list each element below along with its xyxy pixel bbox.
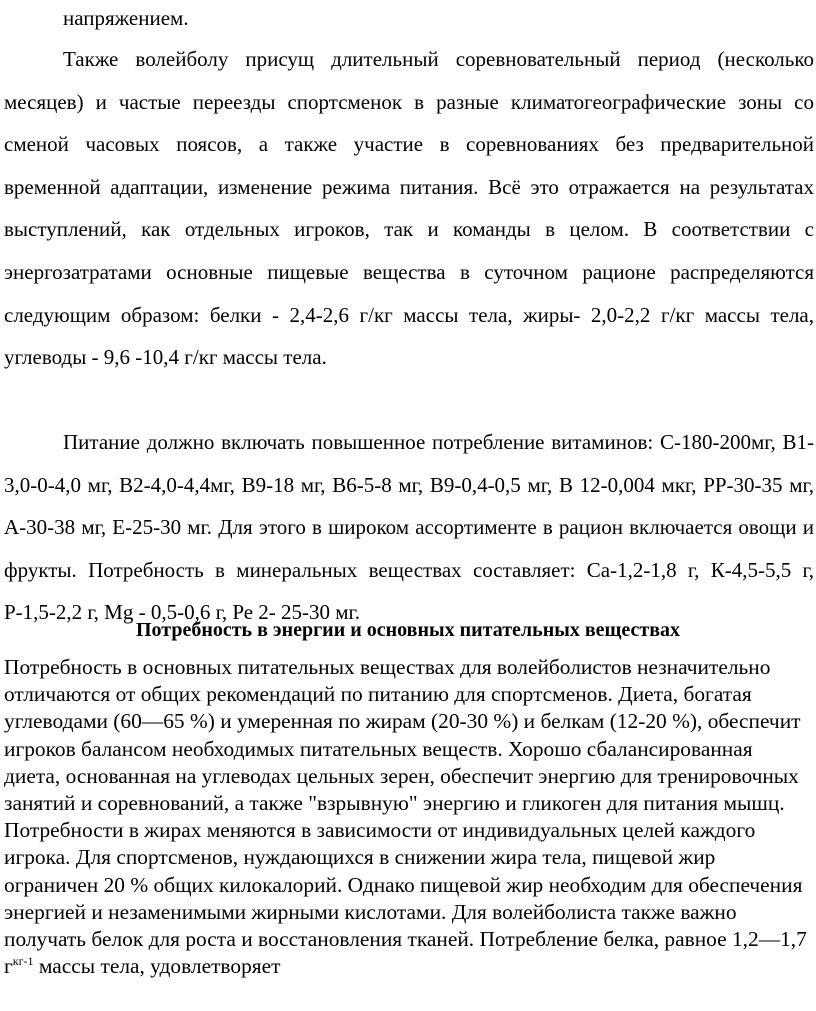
paragraph-competition-period: Также волейболу присущ длительный соревновательный период (несколько месяцев) и частые переезды спортсменок в разные климатогеографические зоны со сменой часовых поясов, а также участие в соревнованиях без предварительной временной адаптации, изменение режима питания. Всё это отражается на результатах выступлений, как отдельных игроков, так и команды в целом. В соответствии с энергозатратами основные пищевые вещества в суточном рационе распределяются следующим образом: белки - 2,4-2,6 г/кг массы тела, жиры- 2,0-2,2 г/кг массы тела, углеводы - 9,6 -10,4 г/кг массы тела. xyxy=(4,47,814,370)
section-heading: Потребность в энергии и основных питательных веществах xyxy=(135,619,681,641)
paragraph-nutrient-needs xyxy=(4,654,812,980)
continuation-line: напряжением. xyxy=(63,6,189,30)
paragraph-nutrient-needs-text: Потребность в основных питательных веществах для волейболистов незначительно отличаются от общих рекомендаций по питанию для спортсменов. Диета, богатая углеводами (60—65 %) и умеренная по жирам (20-30 %) и белкам (12-20 %), обеспечит игроков балансом необходимых питательных веществ. Хорошо сбалансированная диета, основанная на углеводах цельных зерен, обеспечит энергию для тренировочных занятий и соревнований, а также "взрывную" энергию и гликоген для питания мышц. Потребности в жирах меняются в зависимости от индивидуальных целей каждого игрока. Для спортсменов, нуждающихся в снижении жира тела, пищевой жир ограничен 20 % общих килокалорий. Однако пищевой жир необходим для обеспечения энергией и незаменимыми жирными кислотами. Для волейболиста также важно получать белок для роста и восстановления тканей. Потребление белка, равное 1,2—1,7 г xyxy=(4,655,807,979)
paragraph-nutrient-needs-tail: массы тела, удовлетворяет xyxy=(33,954,281,979)
unit-superscript: кг-1 xyxy=(12,954,34,969)
paragraph-vitamins: Питание должно включать повышенное потребление витаминов: С-180-200мг, В1-3,0-0-4,0 мг, В2-4,0-4,4мг, В9-18 мг, В6-5-8 мг, В9-0,4-0,5 мг, В 12-0,004 мкг, РР-30-35 мг, А-30-38 мг, Е-25-30 мг. Для этого в широком ассортименте в рацион включается овощи и фрукты. Потребность в минеральных веществах составляет: Са-1,2-1,8 г, К-4,5-5,5 г, Р-1,5-2,2 г, Mg - 0,5-0,6 г, Ре 2- 25-30 мг. xyxy=(4,430,814,625)
